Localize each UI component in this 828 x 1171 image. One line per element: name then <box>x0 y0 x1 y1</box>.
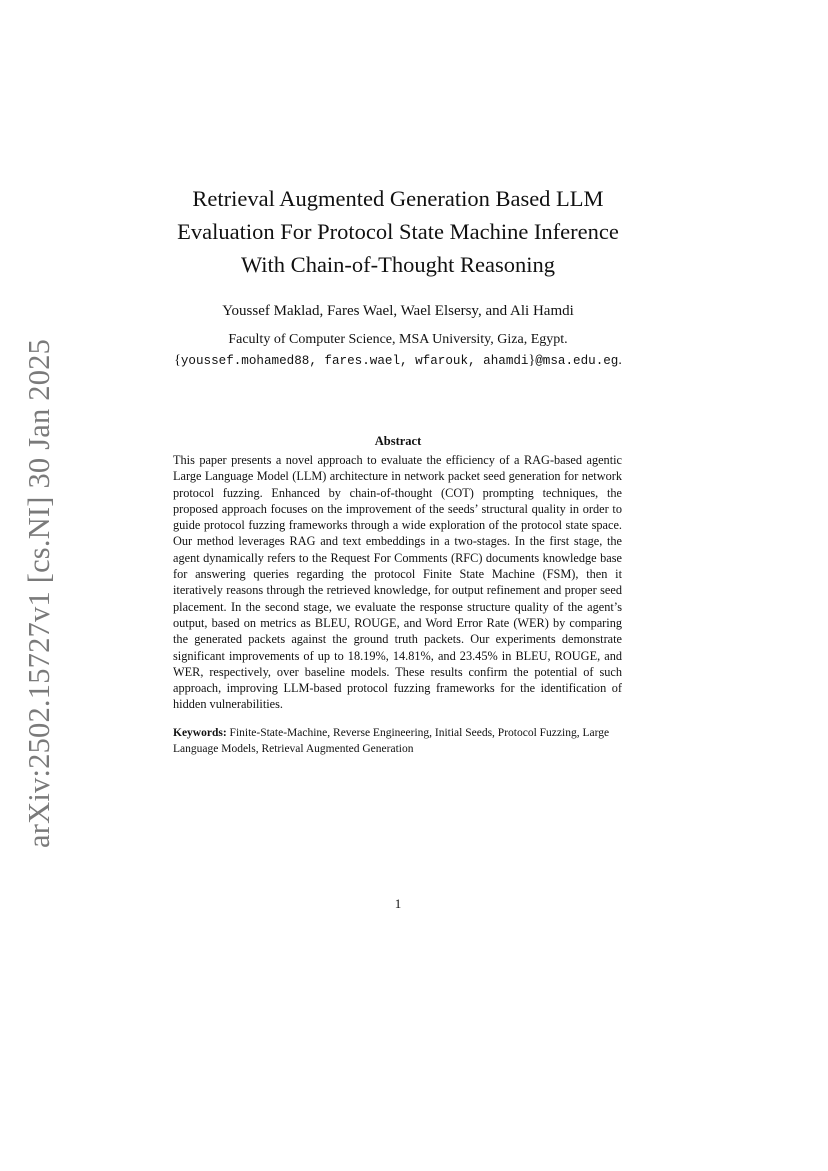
title-line-2: Evaluation For Protocol State Machine Inference <box>177 219 619 244</box>
email-close-brace: } <box>528 353 536 368</box>
email-usernames: youssef.mohamed88, fares.wael, wfarouk, ahamdi <box>180 354 529 368</box>
title-line-3: With Chain-of-Thought Reasoning <box>240 252 556 277</box>
author-emails <box>100 351 696 371</box>
title-line-1: Retrieval Augmented Generation Based LLM <box>192 186 604 211</box>
email-domain: @msa.edu.eg <box>535 354 619 368</box>
email-period: . <box>618 353 622 368</box>
email-open-brace: { <box>174 353 181 368</box>
page-number: 1 <box>394 896 402 911</box>
keywords-label: Keywords: <box>173 727 227 739</box>
abstract-body: This paper presents a novel approach to evaluate the efficiency of a RAG-based agentic Large Language Model (LLM) architecture in network packet seed generation for network protocol fuzzing. Enhanced by chain-of-thought (COT) prompting techniques, the proposed approach focuses on the improvement of the seeds’ structural quality in order to guide protocol fuzzing frameworks through a wide exploration of the protocol state space. Our method leverages RAG and text embeddings in a two-stages. In the first stage, the agent dynamically refers to the Request For Comments (RFC) documents knowledge base for answering queries regarding the protocol Finite State Machine (FSM), then it iteratively reasons through the retrieved knowledge, for output refinement and proper seed placement. In the second stage, we evaluate the response structure quality of the agent’s output, based on metrics as BLEU, ROUGE, and Word Error Rate (WER) by comparing the generated packets against the ground truth packets. Our experiments demonstrate significant improvements of up to 18.19%, 14.81%, and 23.45% in BLEU, ROUGE, and WER, respectively, over baseline models. These results confirm the potential of such approach, improving LLM-based protocol fuzzing frameworks for the identification of hidden vulnerabilities. <box>173 453 622 712</box>
keywords-section <box>173 726 622 757</box>
keywords-text: Finite-State-Machine, Reverse Engineering, Initial Seeds, Protocol Fuzzing, Large Language Models, Retrieval Augmented Generation <box>173 727 610 755</box>
author-list: Youssef Maklad, Fares Wael, Wael Elsersy, and Ali Hamdi <box>222 303 574 319</box>
abstract-heading: Abstract <box>374 434 422 448</box>
paper-title <box>100 182 696 281</box>
author-affiliation: Faculty of Computer Science, MSA University, Giza, Egypt. <box>228 332 568 347</box>
arxiv-identifier-stamp: arXiv:2502.15727v1 [cs.NI] 30 Jan 2025 <box>22 338 56 848</box>
